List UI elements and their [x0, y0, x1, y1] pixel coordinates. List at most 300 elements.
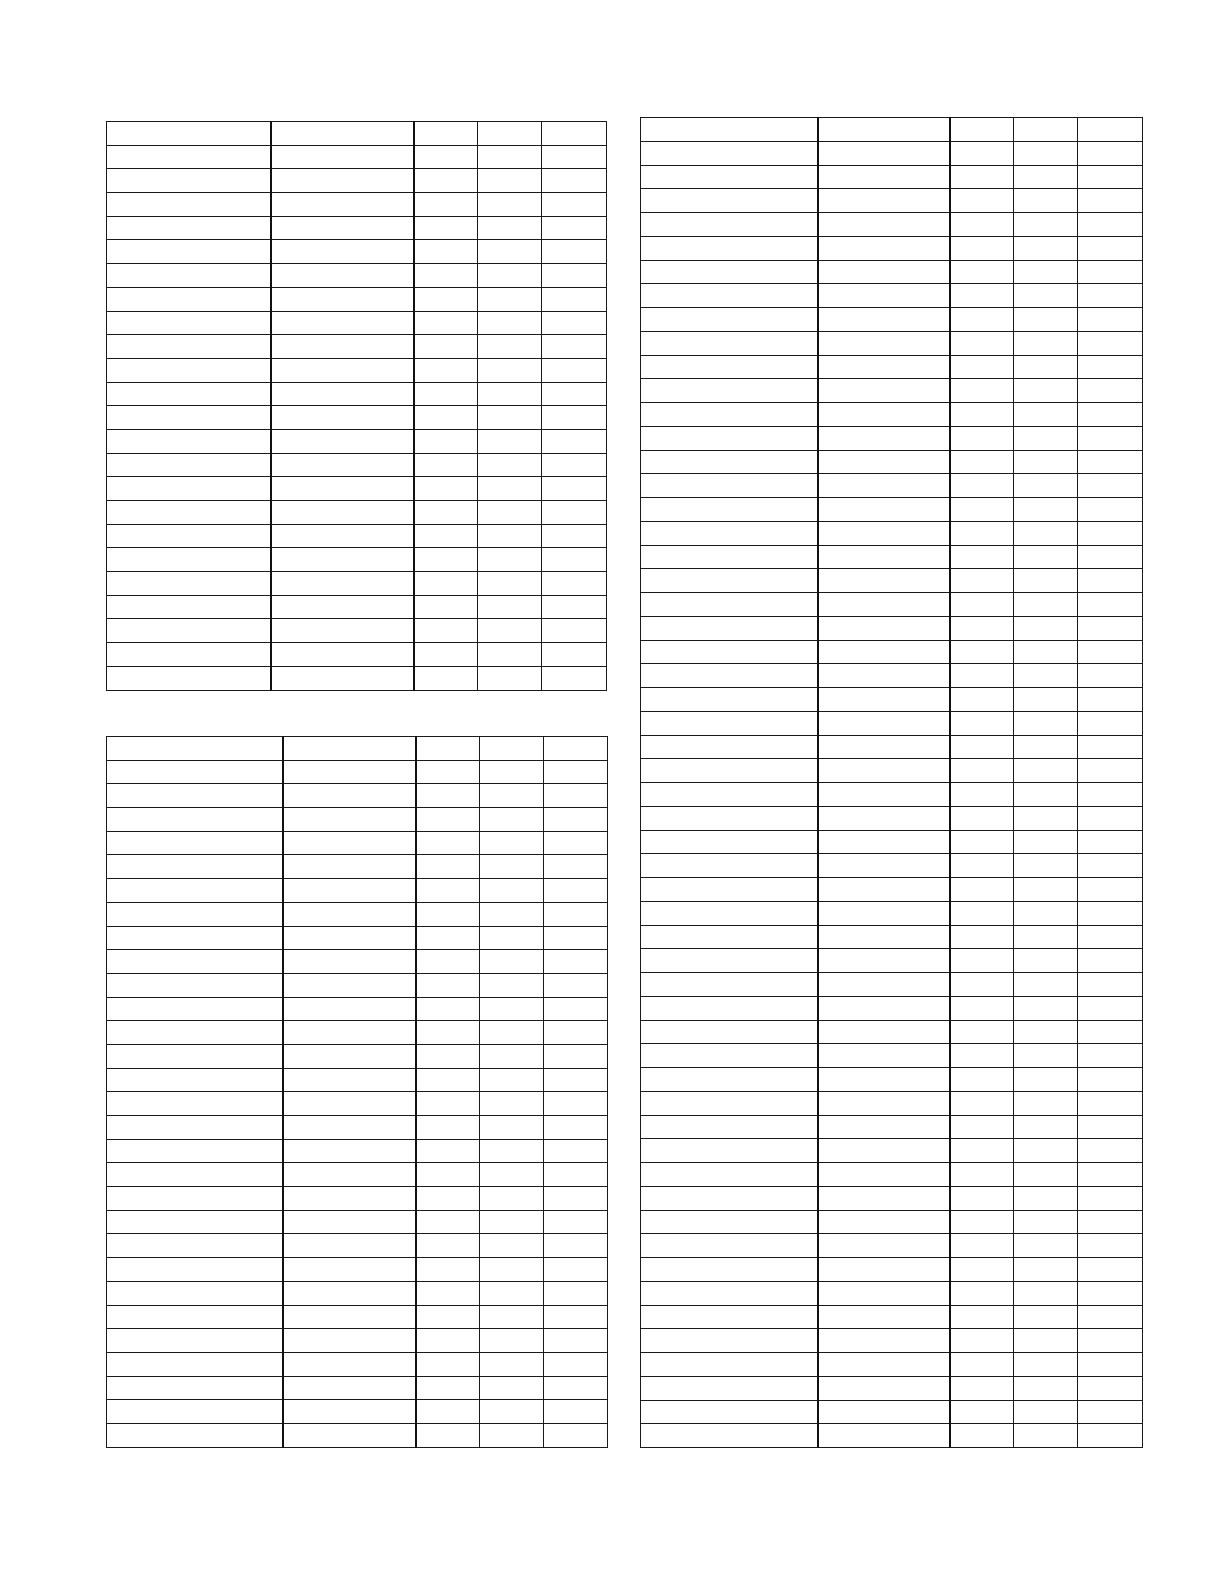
- table-cell: [480, 926, 544, 950]
- table-cell: [641, 308, 818, 332]
- table-cell: [283, 1234, 416, 1258]
- table-cell: [641, 450, 818, 474]
- table-cell: [416, 1021, 480, 1045]
- table-cell: [107, 595, 271, 619]
- table-row: [107, 1329, 608, 1353]
- table-cell: [950, 1139, 1014, 1163]
- table-cell: [271, 287, 414, 311]
- table-row: [107, 784, 608, 808]
- table-cell: [283, 737, 416, 761]
- table-cell: [641, 379, 818, 403]
- table-row: [641, 1281, 1143, 1305]
- table-cell: [1078, 1163, 1143, 1187]
- table-cell: [1014, 355, 1078, 379]
- table-row: [641, 1376, 1143, 1400]
- table-cell: [107, 1400, 283, 1424]
- table-cell: [544, 737, 608, 761]
- table-cell: [480, 737, 544, 761]
- table-cell: [544, 902, 608, 926]
- table-cell: [107, 1352, 283, 1376]
- table-cell: [478, 240, 542, 264]
- table-cell: [478, 501, 542, 525]
- table-cell: [1078, 1281, 1143, 1305]
- table-cell: [271, 311, 414, 335]
- table-cell: [950, 1400, 1014, 1424]
- table-cell: [1014, 521, 1078, 545]
- table-cell: [1014, 854, 1078, 878]
- table-row: [641, 1115, 1143, 1139]
- table-cell: [1014, 1044, 1078, 1068]
- table-cell: [1078, 189, 1143, 213]
- table-cell: [818, 1424, 950, 1448]
- table-cell: [107, 429, 271, 453]
- table-cell: [271, 548, 414, 572]
- table-cell: [478, 382, 542, 406]
- table-cell: [416, 1352, 480, 1376]
- table-cell: [107, 666, 271, 690]
- table-cell: [1078, 260, 1143, 284]
- table-cell: [641, 260, 818, 284]
- table-cell: [1078, 735, 1143, 759]
- table-cell: [107, 831, 283, 855]
- table-row: [107, 335, 607, 359]
- table-cell: [414, 287, 478, 311]
- table-cell: [480, 1163, 544, 1187]
- table-cell: [416, 1187, 480, 1211]
- table-cell: [542, 406, 607, 430]
- table-cell: [544, 760, 608, 784]
- table-cell: [1014, 474, 1078, 498]
- table-cell: [478, 429, 542, 453]
- table-row: [107, 595, 607, 619]
- table-cell: [416, 1210, 480, 1234]
- table-cell: [818, 426, 950, 450]
- table-cell: [950, 1068, 1014, 1092]
- table-row: [107, 855, 608, 879]
- table-cell: [1014, 1353, 1078, 1377]
- table-cell: [1014, 426, 1078, 450]
- table-row: [107, 879, 608, 903]
- table-cell: [1014, 569, 1078, 593]
- table-row: [107, 1116, 608, 1140]
- table-cell: [641, 1424, 818, 1448]
- table-cell: [480, 1044, 544, 1068]
- table-row: [641, 331, 1143, 355]
- table-cell: [478, 193, 542, 217]
- table-cell: [107, 406, 271, 430]
- table-row: [641, 498, 1143, 522]
- table-row: [641, 569, 1143, 593]
- table-cell: [107, 335, 271, 359]
- table-cell: [641, 1115, 818, 1139]
- table-cell: [107, 784, 283, 808]
- table-cell: [641, 878, 818, 902]
- table-row: [107, 1139, 608, 1163]
- table-cell: [1014, 118, 1078, 142]
- table-row: [641, 830, 1143, 854]
- table-cell: [271, 193, 414, 217]
- table-cell: [480, 1116, 544, 1140]
- table-cell: [641, 1210, 818, 1234]
- table-cell: [283, 926, 416, 950]
- table-cell: [283, 1068, 416, 1092]
- table-cell: [1014, 925, 1078, 949]
- table-cell: [1078, 640, 1143, 664]
- table-cell: [283, 973, 416, 997]
- table-cell: [416, 1400, 480, 1424]
- table-row: [107, 477, 607, 501]
- table-cell: [950, 213, 1014, 237]
- table-cell: [544, 855, 608, 879]
- table-cell: [1078, 901, 1143, 925]
- table-row: [641, 450, 1143, 474]
- table-cell: [542, 429, 607, 453]
- table-row: [107, 501, 607, 525]
- table-cell: [107, 1376, 283, 1400]
- table-cell: [542, 311, 607, 335]
- table-cell: [818, 379, 950, 403]
- table-cell: [107, 1139, 283, 1163]
- table-cell: [1078, 165, 1143, 189]
- table-cell: [1078, 213, 1143, 237]
- table-cell: [641, 1068, 818, 1092]
- table-cell: [818, 498, 950, 522]
- table-cell: [1014, 379, 1078, 403]
- table-cell: [414, 122, 478, 146]
- table-cell: [544, 1234, 608, 1258]
- table-cell: [107, 548, 271, 572]
- table-cell: [641, 355, 818, 379]
- table-cell: [271, 264, 414, 288]
- table-cell: [414, 666, 478, 690]
- table-cell: [480, 1187, 544, 1211]
- table-cell: [480, 1139, 544, 1163]
- table-cell: [271, 453, 414, 477]
- table-cell: [478, 287, 542, 311]
- table-cell: [544, 1352, 608, 1376]
- table-cell: [107, 1068, 283, 1092]
- table-cell: [1014, 1281, 1078, 1305]
- table-cell: [950, 593, 1014, 617]
- table-cell: [480, 950, 544, 974]
- table-cell: [818, 878, 950, 902]
- table-cell: [641, 1376, 818, 1400]
- table-cell: [950, 450, 1014, 474]
- table-row: [107, 1234, 608, 1258]
- table-row: [107, 1163, 608, 1187]
- table-cell: [641, 118, 818, 142]
- table-cell: [641, 474, 818, 498]
- table-cell: [950, 118, 1014, 142]
- table-row: [107, 973, 608, 997]
- table-cell: [107, 997, 283, 1021]
- table-cell: [1078, 118, 1143, 142]
- table-cell: [950, 1163, 1014, 1187]
- table-cell: [480, 855, 544, 879]
- table-cell: [107, 122, 271, 146]
- table-cell: [950, 1091, 1014, 1115]
- table-cell: [818, 1115, 950, 1139]
- table-cell: [950, 1329, 1014, 1353]
- table-cell: [641, 1163, 818, 1187]
- table-cell: [283, 879, 416, 903]
- table-cell: [416, 1234, 480, 1258]
- table-cell: [641, 711, 818, 735]
- table-cell: [283, 1352, 416, 1376]
- table-cell: [414, 453, 478, 477]
- table-row: [107, 429, 607, 453]
- table-cell: [542, 477, 607, 501]
- table-row: [641, 1163, 1143, 1187]
- table-cell: [1014, 1210, 1078, 1234]
- table-row: [641, 854, 1143, 878]
- table-cell: [416, 1044, 480, 1068]
- table-cell: [1014, 498, 1078, 522]
- table-cell: [480, 997, 544, 1021]
- table-cell: [1078, 308, 1143, 332]
- table-cell: [107, 902, 283, 926]
- table-cell: [480, 902, 544, 926]
- table-row: [107, 193, 607, 217]
- table-cell: [1078, 403, 1143, 427]
- table-cell: [283, 1258, 416, 1282]
- table-row: [641, 735, 1143, 759]
- table-cell: [641, 925, 818, 949]
- table-cell: [950, 1186, 1014, 1210]
- table-row: [641, 284, 1143, 308]
- table-cell: [950, 308, 1014, 332]
- table-cell: [818, 450, 950, 474]
- table-cell: [1014, 1163, 1078, 1187]
- table-cell: [416, 808, 480, 832]
- table-cell: [1078, 521, 1143, 545]
- table-cell: [818, 545, 950, 569]
- table-row: [641, 996, 1143, 1020]
- table-cell: [478, 169, 542, 193]
- table-cell: [950, 759, 1014, 783]
- table-cell: [950, 806, 1014, 830]
- table-cell: [107, 1281, 283, 1305]
- table-cell: [1014, 1020, 1078, 1044]
- table-cell: [1014, 141, 1078, 165]
- table-row: [107, 1258, 608, 1282]
- table-row: [107, 216, 607, 240]
- table-cell: [480, 1281, 544, 1305]
- table-cell: [1014, 450, 1078, 474]
- table-cell: [544, 1210, 608, 1234]
- table-cell: [950, 260, 1014, 284]
- table-cell: [818, 1210, 950, 1234]
- table-row: [641, 759, 1143, 783]
- table-cell: [542, 193, 607, 217]
- table-cell: [544, 997, 608, 1021]
- table-cell: [271, 216, 414, 240]
- table-cell: [1014, 711, 1078, 735]
- table-row: [107, 311, 607, 335]
- table-cell: [641, 973, 818, 997]
- table-row: [641, 308, 1143, 332]
- table-row: [641, 1044, 1143, 1068]
- table-cell: [107, 619, 271, 643]
- table-cell: [1014, 284, 1078, 308]
- table-row: [641, 426, 1143, 450]
- table-cell: [1014, 308, 1078, 332]
- table-cell: [414, 619, 478, 643]
- table-cell: [818, 925, 950, 949]
- table-cell: [1014, 165, 1078, 189]
- table-cell: [641, 1234, 818, 1258]
- table-row: [641, 474, 1143, 498]
- table-cell: [414, 311, 478, 335]
- table-row: [641, 379, 1143, 403]
- table-cell: [818, 189, 950, 213]
- table-cell: [283, 808, 416, 832]
- table-cell: [641, 284, 818, 308]
- table-cell: [1078, 1139, 1143, 1163]
- table-cell: [818, 284, 950, 308]
- table-cell: [1078, 854, 1143, 878]
- table-cell: [950, 1281, 1014, 1305]
- table-cell: [542, 572, 607, 596]
- table-cell: [818, 901, 950, 925]
- table-cell: [416, 855, 480, 879]
- table-cell: [641, 521, 818, 545]
- table-cell: [818, 1376, 950, 1400]
- table-cell: [818, 521, 950, 545]
- table-cell: [542, 595, 607, 619]
- table-cell: [416, 1116, 480, 1140]
- table-cell: [641, 1329, 818, 1353]
- table-cell: [1078, 284, 1143, 308]
- table-cell: [416, 784, 480, 808]
- table-cell: [271, 358, 414, 382]
- table-cell: [480, 879, 544, 903]
- table-cell: [478, 264, 542, 288]
- table-cell: [478, 477, 542, 501]
- table-cell: [544, 1139, 608, 1163]
- table-cell: [950, 973, 1014, 997]
- table-row: [641, 806, 1143, 830]
- table-cell: [544, 1068, 608, 1092]
- table-cell: [641, 735, 818, 759]
- table-cell: [414, 477, 478, 501]
- table-cell: [818, 949, 950, 973]
- table-cell: [641, 236, 818, 260]
- table-cell: [641, 688, 818, 712]
- table-cell: [950, 403, 1014, 427]
- table-cell: [544, 1329, 608, 1353]
- table-cell: [818, 308, 950, 332]
- table-row: [641, 1329, 1143, 1353]
- table-cell: [414, 429, 478, 453]
- table-cell: [283, 1210, 416, 1234]
- table-cell: [414, 145, 478, 169]
- table-cell: [414, 240, 478, 264]
- table-row: [641, 1353, 1143, 1377]
- table-cell: [271, 643, 414, 667]
- table-cell: [107, 453, 271, 477]
- table-row: [641, 1091, 1143, 1115]
- table-cell: [1078, 1305, 1143, 1329]
- table-cell: [641, 1186, 818, 1210]
- table-row: [107, 169, 607, 193]
- table-cell: [107, 879, 283, 903]
- table-row: [107, 737, 608, 761]
- table-row: [107, 406, 607, 430]
- table-cell: [271, 122, 414, 146]
- table-cell: [641, 806, 818, 830]
- table-row: [641, 783, 1143, 807]
- table-cell: [480, 1329, 544, 1353]
- table-row: [107, 1210, 608, 1234]
- table-cell: [641, 783, 818, 807]
- table-cell: [641, 1020, 818, 1044]
- table-cell: [950, 1020, 1014, 1044]
- table-cell: [1078, 426, 1143, 450]
- table-cell: [818, 973, 950, 997]
- table-cell: [542, 287, 607, 311]
- table-cell: [107, 950, 283, 974]
- table-cell: [107, 1116, 283, 1140]
- table-cell: [1078, 593, 1143, 617]
- table-cell: [544, 1281, 608, 1305]
- table-cell: [641, 426, 818, 450]
- table-cell: [544, 1376, 608, 1400]
- table-cell: [1078, 1210, 1143, 1234]
- table-cell: [107, 169, 271, 193]
- table-cell: [1078, 949, 1143, 973]
- table-cell: [480, 1068, 544, 1092]
- table-cell: [950, 331, 1014, 355]
- table-row: [107, 950, 608, 974]
- table-cell: [1014, 403, 1078, 427]
- table-cell: [818, 141, 950, 165]
- table-cell: [818, 1186, 950, 1210]
- table-cell: [1014, 1186, 1078, 1210]
- table-cell: [271, 169, 414, 193]
- table-cell: [1078, 664, 1143, 688]
- table-cell: [480, 1021, 544, 1045]
- table-cell: [950, 1258, 1014, 1282]
- table-cell: [641, 1091, 818, 1115]
- table-cell: [107, 477, 271, 501]
- table-cell: [478, 595, 542, 619]
- table-cell: [950, 688, 1014, 712]
- table-cell: [478, 666, 542, 690]
- table-cell: [818, 331, 950, 355]
- table-cell: [283, 997, 416, 1021]
- table-row: [641, 1020, 1143, 1044]
- table-cell: [641, 403, 818, 427]
- table-cell: [542, 524, 607, 548]
- table-cell: [950, 1210, 1014, 1234]
- table-cell: [818, 783, 950, 807]
- table-cell: [818, 1258, 950, 1282]
- table-cell: [480, 973, 544, 997]
- table-row: [641, 165, 1143, 189]
- table-cell: [107, 1021, 283, 1045]
- table-row: [107, 1400, 608, 1424]
- table-cell: [1078, 1376, 1143, 1400]
- table-row: [641, 1258, 1143, 1282]
- table-cell: [1078, 1044, 1143, 1068]
- table-cell: [283, 1400, 416, 1424]
- table-cell: [283, 1305, 416, 1329]
- table-cell: [107, 1044, 283, 1068]
- table-cell: [542, 169, 607, 193]
- table-row: [641, 260, 1143, 284]
- table-cell: [107, 1258, 283, 1282]
